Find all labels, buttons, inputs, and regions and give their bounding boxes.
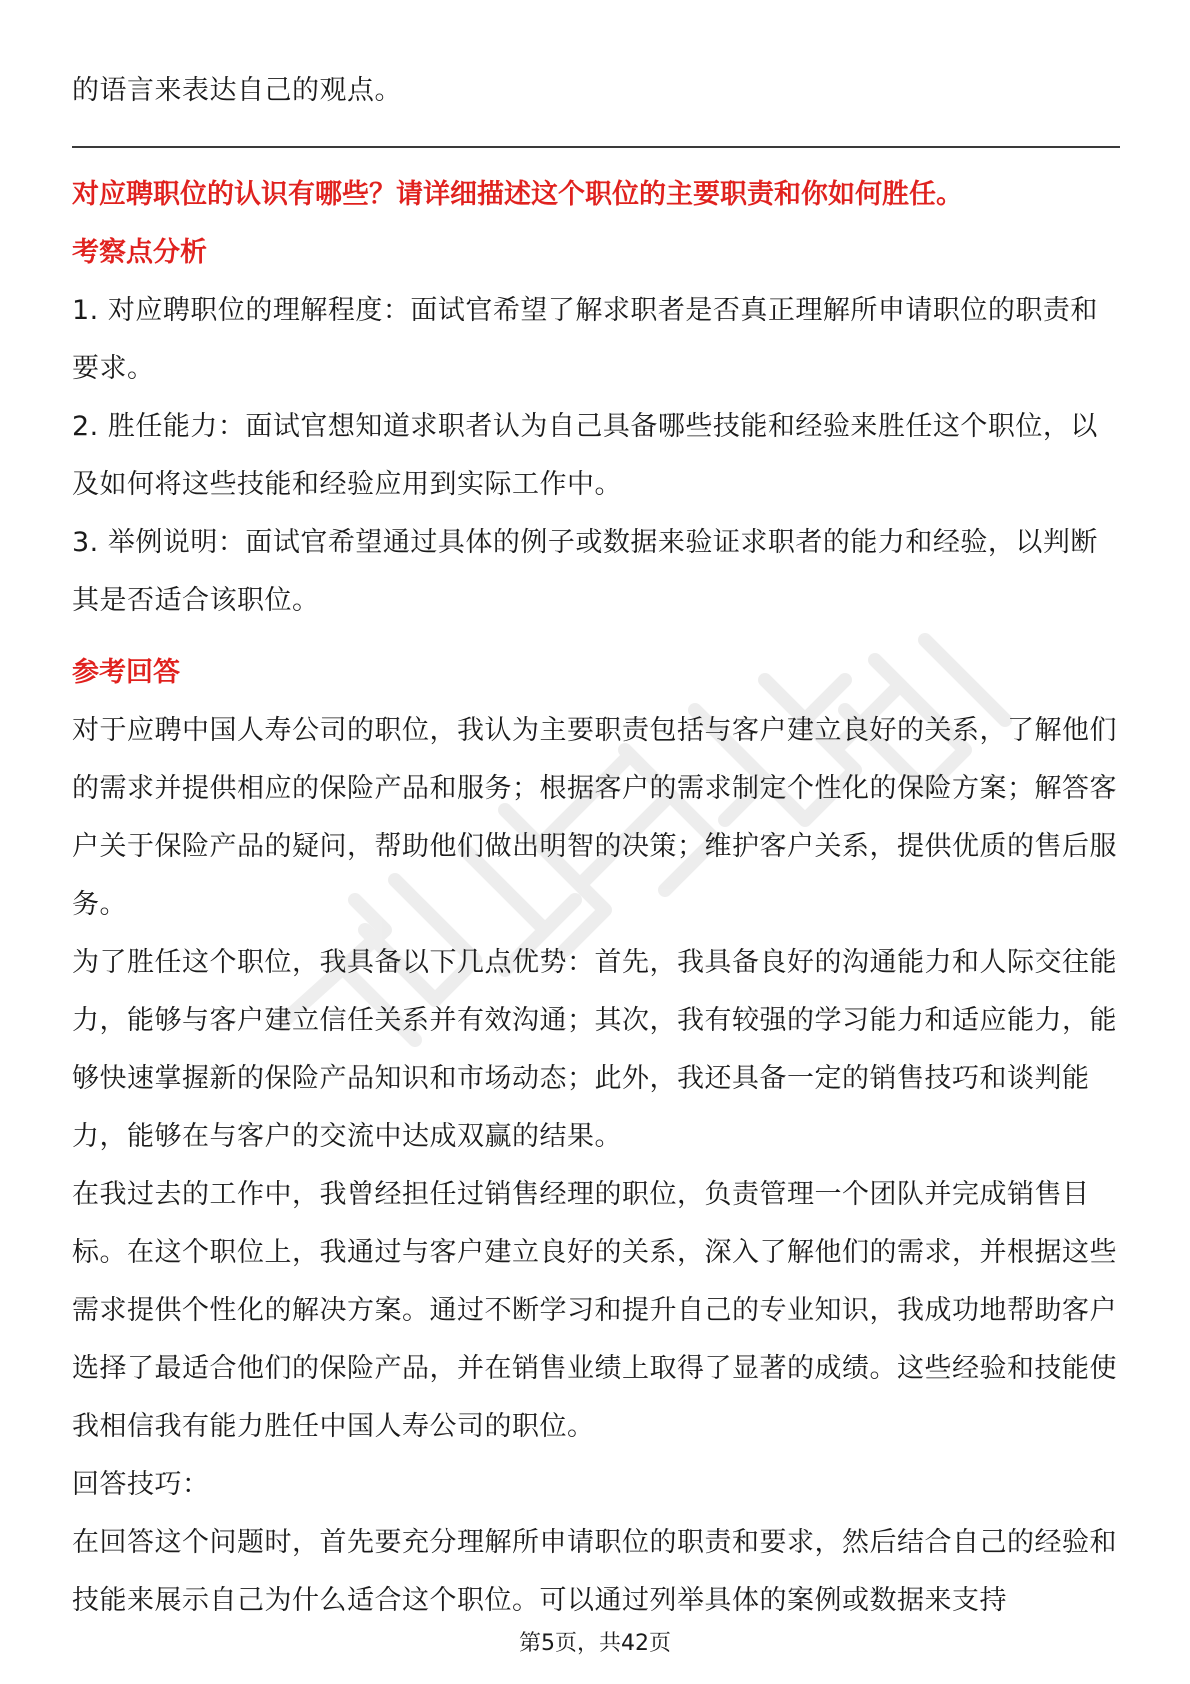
answer-paragraph: 为了胜任这个职位，我具备以下几点优势：首先，我具备良好的沟通能力和人际交往能力，能够与客户建立信任关系并有效沟通；其次，我有较强的学习能力和适应能力，能够快速掌握新的保险产品知识和市场动态；此外，我还具备一定的销售技巧和谈判能力，能够在与客户的交流中达成双赢的结果。	[72, 947, 1117, 1152]
analysis-item: 1. 对应聘职位的理解程度：面试官希望了解求职者是否真正理解所申请职位的职责和要求。	[72, 295, 1098, 384]
tips-paragraph: 在回答这个问题时，首先要充分理解所申请职位的职责和要求，然后结合自己的经验和技能来展示自己为什么适合这个职位。可以通过列举具体的案例或数据来支持	[72, 1527, 1117, 1616]
answer-heading: 参考回答	[72, 657, 180, 688]
analysis-item: 2. 胜任能力：面试官想知道求职者认为自己具备哪些技能和经验来胜任这个职位，以及如何将这些技能和经验应用到实际工作中。	[72, 411, 1098, 500]
page-number-footer: 第5页，共42页	[519, 1631, 671, 1656]
question-title: 对应聘职位的认识有哪些？请详细描述这个职位的主要职责和你如何胜任。	[72, 179, 963, 210]
answer-paragraph: 在我过去的工作中，我曾经担任过销售经理的职位，负责管理一个团队并完成销售目标。在这个职位上，我通过与客户建立良好的关系，深入了解他们的需求，并根据这些需求提供个性化的解决方案。通过不断学习和提升自己的专业知识，我成功地帮助客户选择了最适合他们的保险产品，并在销售业绩上取得了显著的成绩。这些经验和技能使我相信我有能力胜任中国人寿公司的职位。	[72, 1179, 1117, 1442]
analysis-heading: 考察点分析	[72, 237, 207, 268]
tips-heading: 回答技巧：	[72, 1469, 210, 1500]
answer-paragraph: 对于应聘中国人寿公司的职位，我认为主要职责包括与客户建立良好的关系，了解他们的需求并提供相应的保险产品和服务；根据客户的需求制定个性化的保险方案；解答客户关于保险产品的疑问，帮助他们做出明智的决策；维护客户关系，提供优质的售后服务。	[72, 715, 1117, 920]
analysis-item: 3. 举例说明：面试官希望通过具体的例子或数据来验证求职者的能力和经验，以判断其是否适合该职位。	[72, 527, 1098, 616]
content-area	[72, 62, 1120, 1630]
section-divider	[72, 146, 1120, 148]
previous-paragraph-fragment: 的语言来表达自己的观点。	[72, 75, 402, 106]
